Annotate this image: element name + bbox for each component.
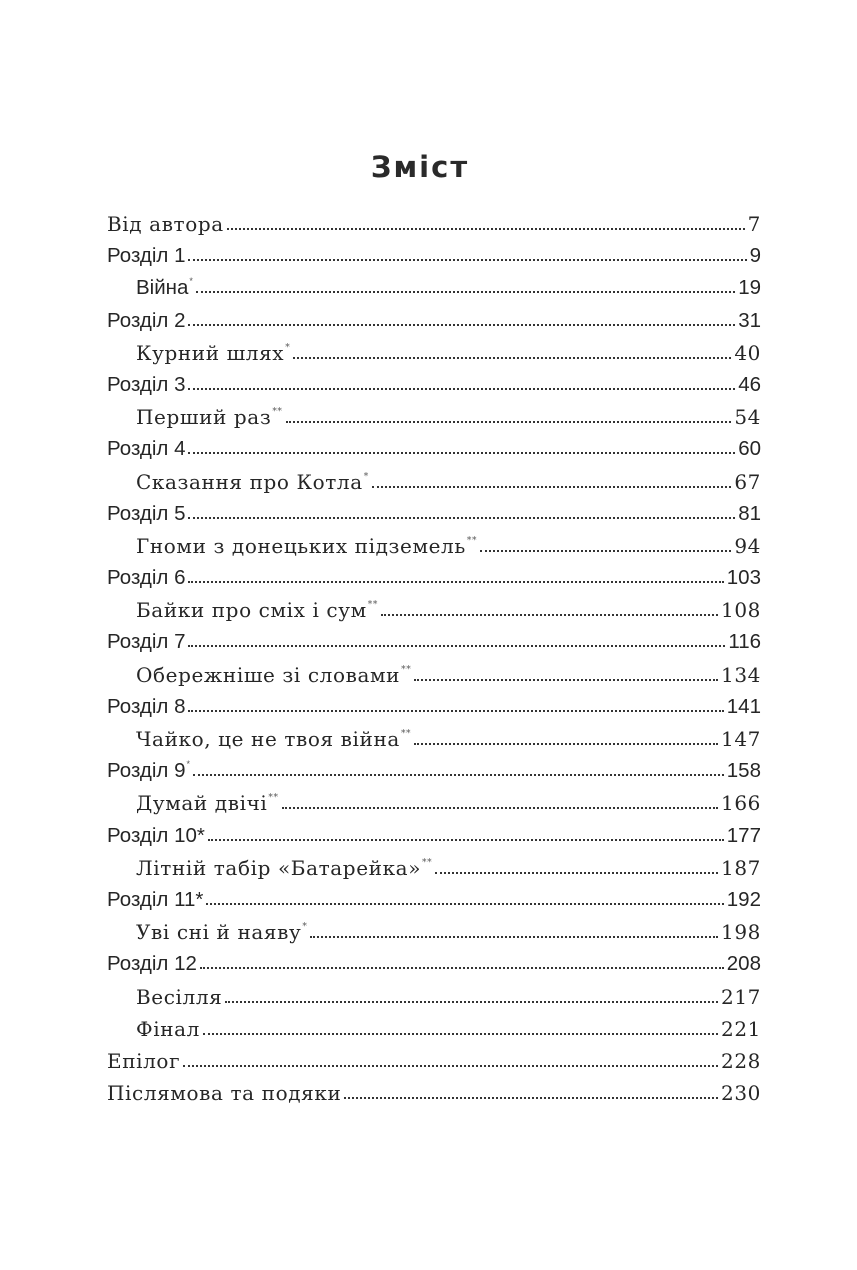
dot-leader [188, 515, 735, 519]
toc-entry-footnote-mark: * [302, 922, 308, 933]
toc-entry-title [136, 272, 193, 304]
toc-entry-label: Весілля [136, 984, 223, 1009]
toc-entry [107, 433, 761, 465]
toc-entry-page-number: 7 [747, 212, 761, 236]
toc-entry-title [136, 787, 279, 819]
toc-entry-label: Розділ 9 [107, 759, 186, 783]
toc-entry-page-number: 103 [726, 566, 761, 590]
toc-entry [107, 594, 761, 626]
dot-leader [206, 901, 723, 905]
toc-entry-page-number: 192 [726, 887, 761, 911]
toc-entry [107, 626, 761, 658]
toc-entry-title [107, 820, 205, 852]
toc-entry-page-number: 9 [749, 244, 761, 268]
toc-entry-title [107, 884, 203, 916]
dot-leader [293, 355, 731, 359]
toc-entry [107, 884, 761, 916]
toc-entry-page-number: 31 [738, 308, 761, 332]
toc-entry-label: Думай двічі [136, 791, 268, 816]
toc-entry-label: Війна [136, 276, 189, 300]
toc-entry [107, 208, 761, 240]
toc-entry [107, 723, 761, 755]
toc-entry [107, 852, 761, 884]
toc-entry-title [136, 916, 307, 948]
toc-entry-title [107, 948, 197, 980]
dot-leader [227, 226, 745, 230]
toc-entry [107, 305, 761, 337]
dot-leader [193, 772, 724, 776]
dot-leader [188, 386, 735, 390]
toc-entry-title [107, 691, 185, 723]
toc-entry-label: Сказання про Котла [136, 469, 363, 494]
toc-entry [107, 498, 761, 530]
toc-entry-page-number: 198 [721, 920, 761, 945]
toc-entry [107, 659, 761, 691]
toc-entry [107, 562, 761, 594]
toc-entry-page-number: 94 [734, 533, 761, 558]
toc-entry-title [107, 433, 185, 465]
dot-leader [414, 741, 718, 745]
dot-leader [200, 965, 724, 969]
toc-entry-title [107, 369, 185, 401]
toc-entry-label: Розділ 5 [107, 501, 186, 525]
toc-entry [107, 1077, 761, 1109]
toc-entry-label: Розділ 1 [107, 244, 186, 268]
toc-entry-title [136, 530, 477, 562]
toc-entry [107, 530, 761, 562]
toc-entry-label: Розділ 11* [107, 887, 204, 911]
toc-entry [107, 1045, 761, 1077]
toc-entry [107, 981, 761, 1013]
toc-entry-page-number: 147 [721, 727, 761, 751]
toc-entry-footnote-mark: ** [422, 857, 433, 868]
toc-entry-label: Розділ 8 [107, 694, 186, 718]
toc-entry-page-number: 221 [721, 1016, 761, 1041]
dot-leader [435, 870, 718, 874]
toc-entry-title [136, 981, 222, 1013]
toc-entry-label: Розділ 6 [107, 566, 186, 590]
toc-entry-footnote-mark: * [189, 276, 193, 287]
toc-entry-title [136, 466, 369, 498]
dot-leader [310, 934, 718, 938]
toc-entry-title [107, 498, 185, 530]
toc-entry-footnote-mark: ** [367, 600, 378, 611]
toc-entry-label: Чайко, це не твоя війна [136, 727, 400, 751]
toc-entry-label: Уві сні й наяву [136, 920, 302, 945]
toc-entry-page-number: 230 [721, 1081, 761, 1106]
dot-leader [286, 419, 732, 423]
toc-entry-label: Від автора [107, 212, 224, 236]
dot-leader [414, 677, 718, 681]
toc-entry-title [107, 1045, 180, 1077]
toc-entry [107, 691, 761, 723]
dot-leader [196, 289, 735, 293]
toc-entry [107, 401, 761, 433]
dot-leader [480, 548, 731, 552]
toc-entry [107, 787, 761, 819]
toc-entry-label: Розділ 4 [107, 437, 186, 461]
toc-entry-label: Перший раз [136, 405, 272, 430]
toc-entry-title [107, 626, 185, 658]
toc-entry-title [107, 755, 190, 787]
toc-entry-page-number: 108 [721, 598, 761, 623]
toc-entry-footnote-mark: ** [268, 793, 279, 804]
toc-entry-title [107, 240, 185, 272]
dot-leader [208, 837, 724, 841]
toc-entry-page-number: 187 [721, 855, 761, 880]
toc-entry-page-number: 116 [728, 630, 761, 654]
toc-entry [107, 466, 761, 498]
toc-entry-label: Курний шлях [136, 340, 285, 365]
toc-entry-title [136, 723, 411, 755]
toc-entry-page-number: 60 [738, 437, 761, 461]
toc-entry-label: Розділ 10* [107, 823, 205, 847]
toc-entry-page-number: 19 [738, 276, 761, 300]
toc-entry [107, 337, 761, 369]
toc-entry-footnote-mark: * [285, 342, 291, 353]
toc-entry-page-number: 81 [738, 501, 761, 525]
toc-entry-label: Гноми з донецьких підземель [136, 533, 466, 558]
toc-entry-label: Розділ 3 [107, 372, 186, 396]
toc-entry-title [107, 305, 185, 337]
toc-entry-footnote-mark: ** [466, 535, 478, 546]
page-title: Зміст [370, 150, 470, 184]
toc-entry-label: Літній табір «Батарейка» [136, 855, 422, 880]
toc-entry-page-number: 177 [726, 823, 761, 847]
toc-entry-page-number: 208 [726, 952, 761, 976]
dot-leader [372, 484, 731, 488]
toc-entry-page-number: 217 [721, 984, 761, 1009]
toc-entry [107, 369, 761, 401]
toc-entry-page-number: 54 [734, 405, 761, 430]
toc-entry-label: Розділ 7 [107, 630, 186, 654]
toc-entry-title [107, 1077, 341, 1109]
dot-leader [282, 805, 718, 809]
toc-entry-page-number: 158 [726, 759, 761, 783]
dot-leader [188, 708, 723, 712]
toc-entry-page-number: 134 [721, 662, 761, 687]
toc-entry-title [136, 659, 411, 691]
toc-entry-title [136, 1013, 200, 1045]
toc-entry-title [136, 401, 283, 433]
dot-leader [344, 1095, 718, 1099]
toc-entry-title [107, 208, 224, 240]
toc-entry-footnote-mark: * [186, 759, 190, 770]
toc-entry-footnote-mark: ** [401, 664, 412, 675]
toc-entry-footnote-mark: * [363, 471, 369, 482]
toc-entry-page-number: 67 [734, 469, 761, 494]
dot-leader [381, 612, 718, 616]
dot-leader [225, 999, 718, 1003]
toc-entry-page-number: 166 [721, 791, 761, 816]
toc-entry-page-number: 40 [734, 340, 761, 365]
dot-leader [188, 322, 735, 326]
toc-entry-title [107, 562, 185, 594]
toc-entry-label: Розділ 12 [107, 952, 197, 976]
toc-entry-label: Фінал [136, 1016, 200, 1041]
toc-entry-page-number: 46 [738, 372, 761, 396]
toc-entry [107, 1013, 761, 1045]
toc-entry-title [136, 852, 432, 884]
toc-entry [107, 948, 761, 980]
toc-entry-label: Обережніше зі словами [136, 662, 401, 687]
dot-leader [188, 579, 723, 583]
toc-entry-label: Розділ 2 [107, 308, 186, 332]
toc-entry-label: Післямова та подяки [107, 1081, 342, 1106]
dot-leader [188, 450, 735, 454]
toc-entry [107, 755, 761, 787]
dot-leader [183, 1063, 718, 1067]
toc-entry-title [136, 337, 290, 369]
table-of-contents [107, 208, 761, 1109]
toc-entry [107, 916, 761, 948]
toc-entry [107, 820, 761, 852]
dot-leader [203, 1031, 718, 1035]
toc-entry-footnote-mark: ** [272, 407, 283, 418]
toc-entry-page-number: 141 [726, 694, 761, 718]
dot-leader [188, 257, 746, 261]
toc-entry-title [136, 594, 378, 626]
toc-entry-page-number: 228 [721, 1048, 761, 1073]
toc-entry [107, 240, 761, 272]
toc-entry-label: Байки про сміх і сум [136, 598, 367, 623]
toc-entry-footnote-mark: ** [400, 729, 412, 739]
toc-entry [107, 272, 761, 304]
toc-entry-label: Епілог [107, 1048, 181, 1073]
dot-leader [188, 643, 725, 647]
